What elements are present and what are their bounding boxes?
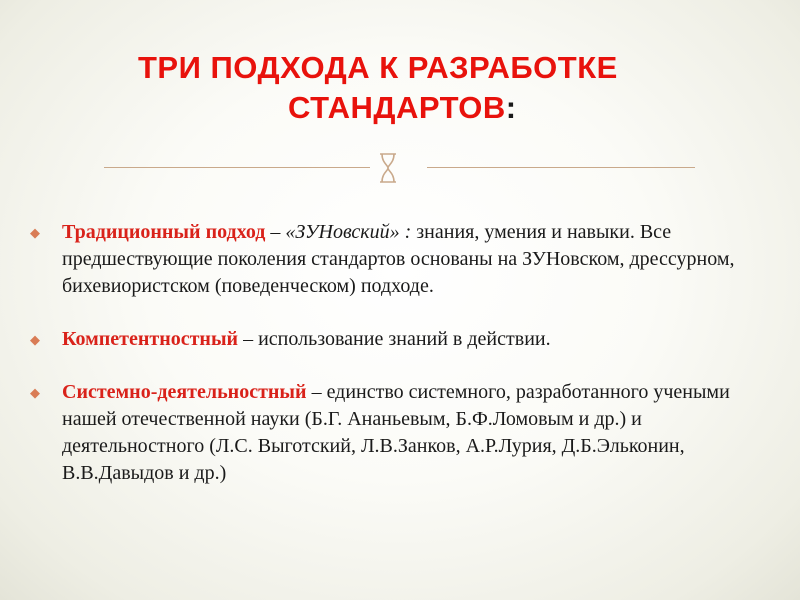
traditional-quote: «ЗУНовский» : <box>285 221 412 243</box>
traditional-description: знания, умения и навыки. Все предшествующие поколения стандартов основаны на ЗУНовском, дрессурном, бихевиористском (поведенческом) подходе. <box>62 221 735 297</box>
term-competency: Компетентностный <box>62 328 239 350</box>
list-item-system-activity <box>24 379 774 487</box>
title-divider <box>0 148 800 188</box>
bullet-diamond-icon: ◆ <box>30 385 40 400</box>
bullet-diamond-icon: ◆ <box>30 332 40 347</box>
system-activity-description: – единство системного, разработанного учеными нашей отечественной науки (Б.Г. Ананьевым, Б.Ф.Ломовым и др.) и деятельностного (Л.С. Выготский, Л.В.Занков, А.Р.Лурия, Д.Б.Эльконин, В.В.Давыдов и др.) <box>62 381 730 484</box>
approaches-list <box>24 219 774 513</box>
hourglass-ornament-icon <box>377 152 399 184</box>
list-item-traditional <box>24 219 774 300</box>
title-line-2 <box>120 88 720 128</box>
term-system-activity: Системно-деятельностный <box>62 381 307 403</box>
competency-description: – использование знаний в действии. <box>238 328 551 350</box>
title-line-2-text: СТАНДАРТОВ <box>288 90 506 125</box>
traditional-dash: – <box>265 221 286 243</box>
divider-rule-left <box>104 167 370 168</box>
slide-title <box>120 48 720 128</box>
title-line-1: ТРИ ПОДХОДА К РАЗРАБОТКЕ <box>138 50 618 85</box>
term-traditional: Традиционный подход <box>62 221 266 243</box>
bullet-diamond-icon: ◆ <box>30 225 40 240</box>
divider-rule-right <box>427 167 695 168</box>
list-item-competency <box>24 326 774 353</box>
title-colon: : <box>505 90 517 125</box>
